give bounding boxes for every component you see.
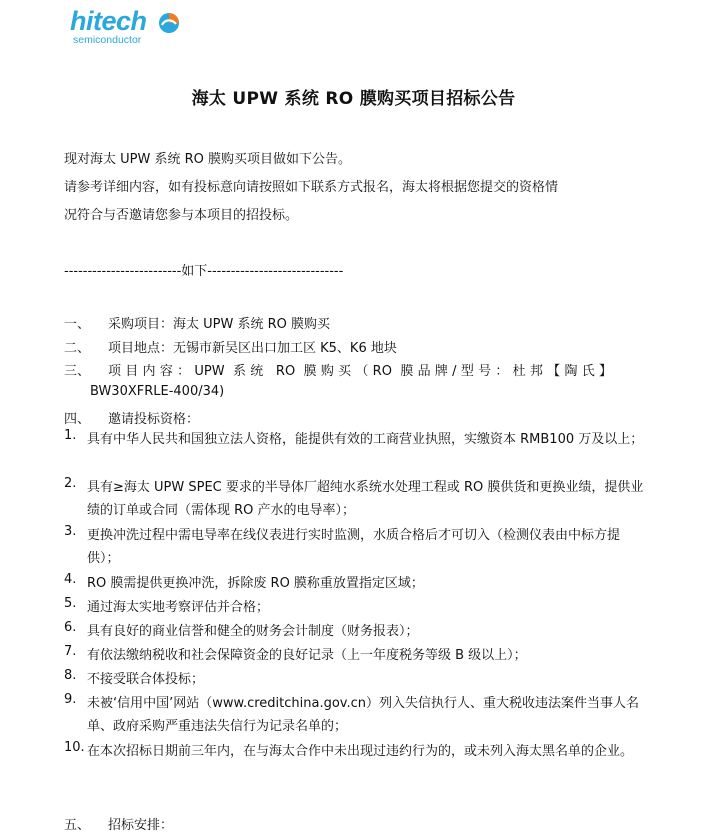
qualification-number: 10.	[64, 740, 85, 755]
qualification-text: 具有≥海太 UPW SPEC 要求的半导体厂超纯水系统水处理工程或 RO 膜供货和更换业绩，提供业绩的订单或合同（需体现 RO 产水的电导率）；	[87, 480, 644, 518]
qualification-item	[64, 476, 644, 522]
section-text: 采购项目：海太 UPW 系统 RO 膜购买	[108, 317, 331, 332]
qualification-text: 具有中华人民共和国独立法人资格，能提供有效的工商营业执照，实缴资本 RMB100 万及以上；	[87, 432, 644, 447]
section-number: 二、	[64, 341, 91, 356]
qualification-number: 9.	[64, 692, 77, 707]
qualification-text: 有依法缴纳税收和社会保障资金的良好记录（上一年度税务等级 B 级以上）；	[87, 648, 527, 663]
qualification-item	[64, 428, 644, 451]
document-title: 海太 UPW 系统 RO 膜购买项目招标公告	[191, 89, 516, 109]
qualification-number: 1.	[64, 428, 77, 443]
qualification-number: 6.	[64, 620, 77, 635]
section-bidding-arrangement	[64, 814, 173, 833]
qualification-item	[64, 740, 644, 763]
qualification-item	[64, 596, 644, 619]
logo-swirl-icon	[158, 12, 180, 34]
qualification-number: 7.	[64, 644, 77, 659]
section-number: 三、	[64, 364, 91, 379]
logo-wordmark: hitech	[70, 6, 147, 36]
section-number: 四、	[64, 412, 91, 427]
intro-line-1: 现对海太 UPW 系统 RO 膜购买项目做如下公告。	[64, 152, 352, 167]
qualification-text: 在本次招标日期前三年内，在与海太合作中未出现过违约行为的，或未列入海太黑名单的企业。	[87, 744, 634, 759]
qualification-number: 2.	[64, 476, 77, 491]
qualification-text: 不接受联合体投标；	[87, 672, 205, 687]
section-divider: -------------------------如下-----------------------------	[64, 264, 344, 279]
qualification-item	[64, 668, 644, 691]
qualification-text: 更换冲洗过程中需电导率在线仪表进行实时监测，水质合格后才可切入（检测仪表由中标方提供）；	[87, 528, 621, 566]
section-text: 项目内容：UPW 系统 RO 膜购买（RO 膜品牌/型号：杜邦【陶氏】	[108, 364, 612, 379]
logo-subtitle: semiconductor	[73, 34, 142, 46]
qualification-number: 8.	[64, 668, 77, 683]
qualification-text: RO 膜需提供更换冲洗，拆除废 RO 膜称重放置指定区域；	[87, 576, 424, 591]
section-number: 五、	[64, 818, 91, 833]
qualification-number: 4.	[64, 572, 77, 587]
section-text: 招标安排：	[108, 818, 174, 833]
qualification-number: 3.	[64, 524, 77, 539]
qualification-item	[64, 620, 644, 643]
section-bidder-qualifications	[64, 408, 199, 427]
qualification-text: 未被‘信用中国’网站（www.creditchina.gov.cn）列入失信执行人、重大税收违法案件当事人名单、政府采购严重违法失信行为记录名单的；	[87, 696, 640, 734]
qualification-item	[64, 644, 644, 667]
qualification-item	[64, 572, 644, 595]
section-text: 项目地点：无锡市新吴区出口加工区 K5、K6 地块	[108, 341, 397, 356]
qualification-number: 5.	[64, 596, 77, 611]
qualification-item	[64, 692, 644, 738]
section-project-content	[64, 360, 612, 399]
qualification-text: 通过海太实地考察评估并合格；	[87, 600, 270, 615]
intro-line-3: 况符合与否邀请您参与本项目的招投标。	[64, 208, 299, 223]
qualification-text: 具有良好的商业信誉和健全的财务会计制度（财务报表）；	[87, 624, 419, 639]
section-number: 一、	[64, 317, 91, 332]
section-project-location	[64, 337, 397, 356]
intro-line-2: 请参考详细内容，如有投标意向请按照如下联系方式报名，海太将根据您提交的资格情	[64, 180, 559, 195]
company-logo	[70, 8, 190, 44]
qualification-item	[64, 524, 644, 570]
section-procurement-item	[64, 313, 330, 332]
section-text: 邀请投标资格：	[108, 412, 200, 427]
section-text-continuation: BW30XFRLE-400/34)	[90, 384, 225, 399]
